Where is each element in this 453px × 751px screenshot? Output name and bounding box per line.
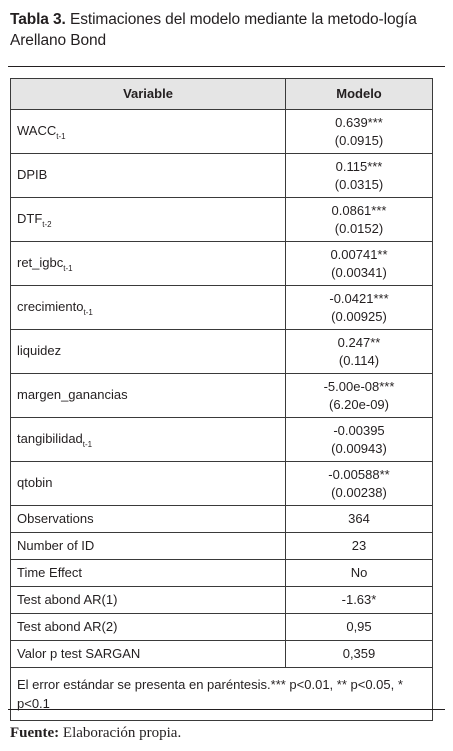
caption-label: Tabla 3. bbox=[10, 11, 66, 28]
stat-value: 0,95 bbox=[286, 614, 433, 641]
variable-name: DTF bbox=[17, 210, 43, 226]
note-row bbox=[11, 668, 433, 721]
model-cell bbox=[286, 330, 433, 374]
source-label: Fuente: bbox=[10, 725, 60, 741]
table-row bbox=[11, 286, 433, 330]
coefficient-estimate: -0.0421*** bbox=[329, 290, 389, 306]
variable-cell bbox=[11, 330, 286, 374]
coefficient-estimate: -0.00395 bbox=[333, 422, 385, 438]
standard-error: (0.00943) bbox=[331, 440, 387, 456]
stat-value: 0,359 bbox=[286, 641, 433, 668]
variable-name: WACC bbox=[17, 122, 57, 138]
stat-name: Test abond AR(2) bbox=[11, 614, 286, 641]
stat-name: Number of ID bbox=[11, 533, 286, 560]
bottom-rule bbox=[8, 709, 445, 710]
stat-value: -1.63* bbox=[286, 587, 433, 614]
table-row bbox=[11, 418, 433, 462]
standard-error: (6.20e-09) bbox=[329, 396, 389, 412]
stat-row bbox=[11, 533, 433, 560]
variable-cell bbox=[11, 462, 286, 506]
source-note bbox=[10, 723, 181, 743]
variable-subscript: t-2 bbox=[42, 219, 52, 229]
caption-text: Estimaciones del modelo mediante la metodo-logía Arellano Bond bbox=[10, 11, 417, 49]
coefficient-estimate: -5.00e-08*** bbox=[323, 378, 395, 394]
stat-row bbox=[11, 506, 433, 533]
standard-error: (0.00238) bbox=[331, 484, 387, 500]
table-row bbox=[11, 242, 433, 286]
model-cell bbox=[286, 110, 433, 154]
stat-value: 364 bbox=[286, 506, 433, 533]
table-body bbox=[11, 110, 433, 721]
stat-row bbox=[11, 641, 433, 668]
stat-name: Test abond AR(1) bbox=[11, 587, 286, 614]
table-row bbox=[11, 198, 433, 242]
standard-error: (0.00341) bbox=[331, 264, 387, 280]
source-text: Elaboración propia. bbox=[59, 725, 182, 741]
variable-name: ret_igbc bbox=[17, 254, 64, 270]
standard-error: (0.114) bbox=[338, 352, 380, 368]
variable-subscript: t-1 bbox=[63, 263, 73, 273]
standard-error: (0.0152) bbox=[334, 220, 384, 236]
variable-cell bbox=[11, 286, 286, 330]
model-cell bbox=[286, 286, 433, 330]
header-model: Modelo bbox=[286, 79, 433, 110]
coefficient-estimate: -0.00588** bbox=[328, 466, 390, 482]
header-variable: Variable bbox=[11, 79, 286, 110]
variable-name: DPIB bbox=[17, 166, 48, 182]
table-row bbox=[11, 110, 433, 154]
stat-name: Observations bbox=[11, 506, 286, 533]
model-cell bbox=[286, 374, 433, 418]
variable-cell bbox=[11, 110, 286, 154]
coefficient-estimate: 0.0861*** bbox=[331, 202, 387, 218]
standard-error: (0.00925) bbox=[331, 308, 387, 324]
variable-cell bbox=[11, 198, 286, 242]
table-row bbox=[11, 462, 433, 506]
standard-error: (0.0315) bbox=[334, 176, 384, 192]
table-note: El error estándar se presenta en paréntesis.*** p<0.01, ** p<0.05, * p<0.1 bbox=[11, 668, 433, 721]
standard-error: (0.0915) bbox=[334, 132, 384, 148]
coefficient-estimate: 0.115*** bbox=[335, 158, 383, 174]
variable-name: liquidez bbox=[17, 342, 62, 358]
variable-subscript: t-1 bbox=[83, 307, 93, 317]
model-cell bbox=[286, 154, 433, 198]
variable-name: crecimiento bbox=[17, 298, 84, 314]
top-rule bbox=[8, 66, 445, 67]
variable-subscript: t-1 bbox=[82, 439, 93, 449]
stat-row bbox=[11, 560, 433, 587]
variable-name: qtobin bbox=[17, 474, 53, 490]
table-row bbox=[11, 154, 433, 198]
variable-cell bbox=[11, 374, 286, 418]
header-row bbox=[11, 79, 433, 110]
coefficient-estimate: 0.00741** bbox=[330, 246, 388, 262]
stat-row bbox=[11, 587, 433, 614]
model-cell bbox=[286, 418, 433, 462]
table-row bbox=[11, 330, 433, 374]
coefficient-estimate: 0.639*** bbox=[335, 114, 383, 130]
variable-subscript: t-1 bbox=[56, 131, 66, 141]
variable-name: margen_ganancias bbox=[17, 386, 128, 402]
model-cell bbox=[286, 462, 433, 506]
table-row bbox=[11, 374, 433, 418]
coefficient-estimate: 0.247** bbox=[337, 334, 381, 350]
variable-name: tangibilidad bbox=[17, 430, 83, 446]
stat-row bbox=[11, 614, 433, 641]
table-caption bbox=[10, 9, 446, 51]
stat-value: 23 bbox=[286, 533, 433, 560]
variable-cell bbox=[11, 418, 286, 462]
variable-cell bbox=[11, 154, 286, 198]
variable-cell bbox=[11, 242, 286, 286]
results-table bbox=[10, 78, 433, 721]
model-cell bbox=[286, 198, 433, 242]
stat-name: Time Effect bbox=[11, 560, 286, 587]
model-cell bbox=[286, 242, 433, 286]
stat-value: No bbox=[286, 560, 433, 587]
stat-name: Valor p test SARGAN bbox=[11, 641, 286, 668]
